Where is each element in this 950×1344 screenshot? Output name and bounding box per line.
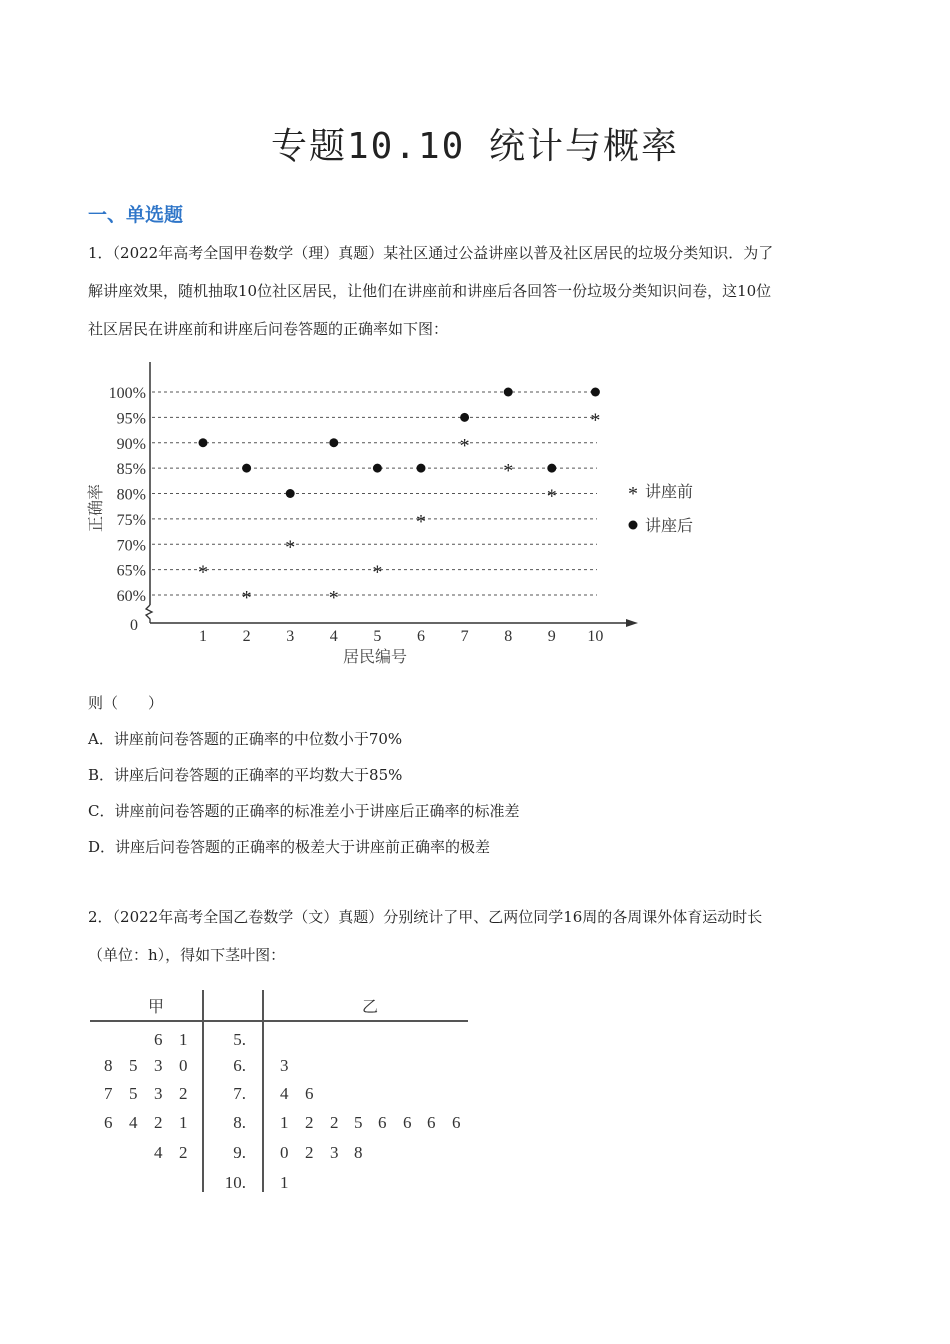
y-tick-label: 100% [108,385,146,402]
legend-label: 讲座前 [645,484,694,501]
scatter-chart [0,360,760,680]
y-tick-label: 75% [116,511,146,529]
right-leaf: 5 [354,1113,363,1132]
left-leaf: 2 [179,1143,188,1162]
after-lecture-point [286,489,295,498]
right-leaf: 2 [305,1143,314,1162]
right-leaf: 6 [427,1113,436,1132]
y-tick-label: 65% [116,562,146,580]
after-lecture-point [591,388,600,397]
left-leaf: 5 [129,1084,138,1103]
y-tick-label: 85% [116,461,146,479]
left-leaf: 6 [104,1113,113,1132]
after-lecture-point [242,464,251,473]
q2-text-line: （单位：h），得如下茎叶图： [88,946,286,964]
before-lecture-point: * [328,587,339,609]
left-leaf: 4 [129,1113,138,1132]
x-tick-label: 7 [460,628,469,645]
before-lecture-point: * [285,536,296,559]
x-tick-label: 3 [286,628,295,645]
stem: 8. [233,1113,246,1132]
y-tick-label: 80% [116,486,146,504]
axis-break-icon [146,605,152,623]
stem: 7. [233,1084,246,1103]
left-leaf: 2 [154,1113,163,1132]
left-leaf: 0 [179,1056,188,1075]
left-leaf: 6 [154,1030,163,1049]
stem: 5. [233,1030,246,1049]
before-lecture-point: * [241,587,252,609]
right-leaf: 3 [280,1056,289,1075]
y-tick-label: 60% [116,588,146,605]
q1-text-line: 解讲座效果，随机抽取10位社区居民，让他们在讲座前和讲座后各回答一份垃圾分类知识问卷，这10位 [88,282,772,300]
legend-dot-icon [629,521,638,530]
section-heading: 一、单选题 [88,204,184,226]
y-axis-label: 正确率 [88,483,105,533]
legend-label: 讲座后 [645,518,694,535]
q1-option-b: B．讲座后问卷答题的正确率的平均数大于85% [88,766,403,784]
stem-leaf-right-label: 乙 [362,999,379,1016]
q1-option-c: C．讲座前问卷答题的正确率的标准差小于讲座后正确率的标准差 [88,802,520,820]
x-tick-label: 1 [199,628,207,645]
stem: 9. [233,1143,246,1162]
left-leaf: 4 [154,1143,163,1162]
after-lecture-point [460,413,469,422]
x-tick-label: 2 [242,628,251,645]
right-leaf: 6 [378,1113,387,1132]
x-tick-label: 5 [373,628,382,645]
after-lecture-point [199,438,208,447]
right-leaf: 2 [305,1113,314,1132]
x-tick-label: 8 [504,628,513,645]
before-lecture-point: * [503,460,514,483]
x-tick-label: 10 [587,628,604,645]
right-leaf: 4 [280,1084,289,1103]
left-leaf: 7 [104,1084,113,1103]
stem-leaf-header-rule [90,1020,468,1022]
x-tick-label: 9 [547,628,556,645]
stem-leaf-divider [262,990,264,1192]
right-leaf: 6 [403,1113,412,1132]
left-leaf: 1 [179,1030,188,1049]
before-lecture-point: * [590,409,601,432]
legend-asterisk-icon: * [628,483,638,505]
before-lecture-point: * [546,485,557,508]
right-leaf: 1 [280,1173,289,1192]
stem: 6. [233,1056,246,1075]
right-leaf: 8 [354,1143,363,1162]
x-tick-label: 4 [329,628,338,645]
q1-text-line: 社区居民在讲座前和讲座后问卷答题的正确率如下图： [88,320,449,338]
right-leaf: 0 [280,1143,289,1162]
after-lecture-point [547,464,556,473]
q2-text-line: 2．（2022年高考全国乙卷数学（文）真题）分别统计了甲、乙两位同学16周的各周课外体育运动时长 [88,908,763,926]
stem-leaf-divider [202,990,204,1192]
after-lecture-point [504,388,513,397]
y-tick-label: 90% [116,435,146,453]
y-tick-label: 95% [116,410,146,428]
after-lecture-point [373,464,382,473]
left-leaf: 1 [179,1113,188,1132]
page-title: 专题10.10 统计与概率 [270,126,680,167]
left-leaf: 3 [154,1056,163,1075]
before-lecture-point: * [459,434,470,457]
y-origin-label: 0 [130,617,138,634]
before-lecture-point: * [416,510,426,533]
after-lecture-point [329,438,338,447]
right-leaf: 6 [305,1084,314,1103]
x-axis-label: 居民编号 [342,649,408,666]
after-lecture-point [417,464,426,473]
x-axis-arrow [626,619,638,627]
q1-option-a: A．讲座前问卷答题的正确率的中位数小于70% [88,730,403,748]
before-lecture-point: * [198,561,208,584]
right-leaf: 1 [280,1113,289,1132]
left-leaf: 8 [104,1056,113,1075]
q1-text-line: 1．（2022年高考全国甲卷数学（理）真题）某社区通过公益讲座以普及社区居民的垃圾分类知识．为了 [88,244,774,262]
before-lecture-point: * [372,561,383,584]
right-leaf: 2 [330,1113,339,1132]
left-leaf: 2 [179,1084,188,1103]
y-tick-label: 70% [116,537,146,555]
stem: 10. [224,1173,246,1192]
right-leaf: 3 [330,1143,339,1162]
right-leaf: 6 [452,1113,461,1132]
x-tick-label: 6 [417,628,425,645]
left-leaf: 3 [154,1084,163,1103]
q1-option-d: D．讲座后问卷答题的正确率的极差大于讲座前正确率的极差 [88,838,491,856]
left-leaf: 5 [129,1056,138,1075]
q1-ask: 则（ ） [88,694,164,712]
stem-leaf-left-label: 甲 [148,999,165,1016]
